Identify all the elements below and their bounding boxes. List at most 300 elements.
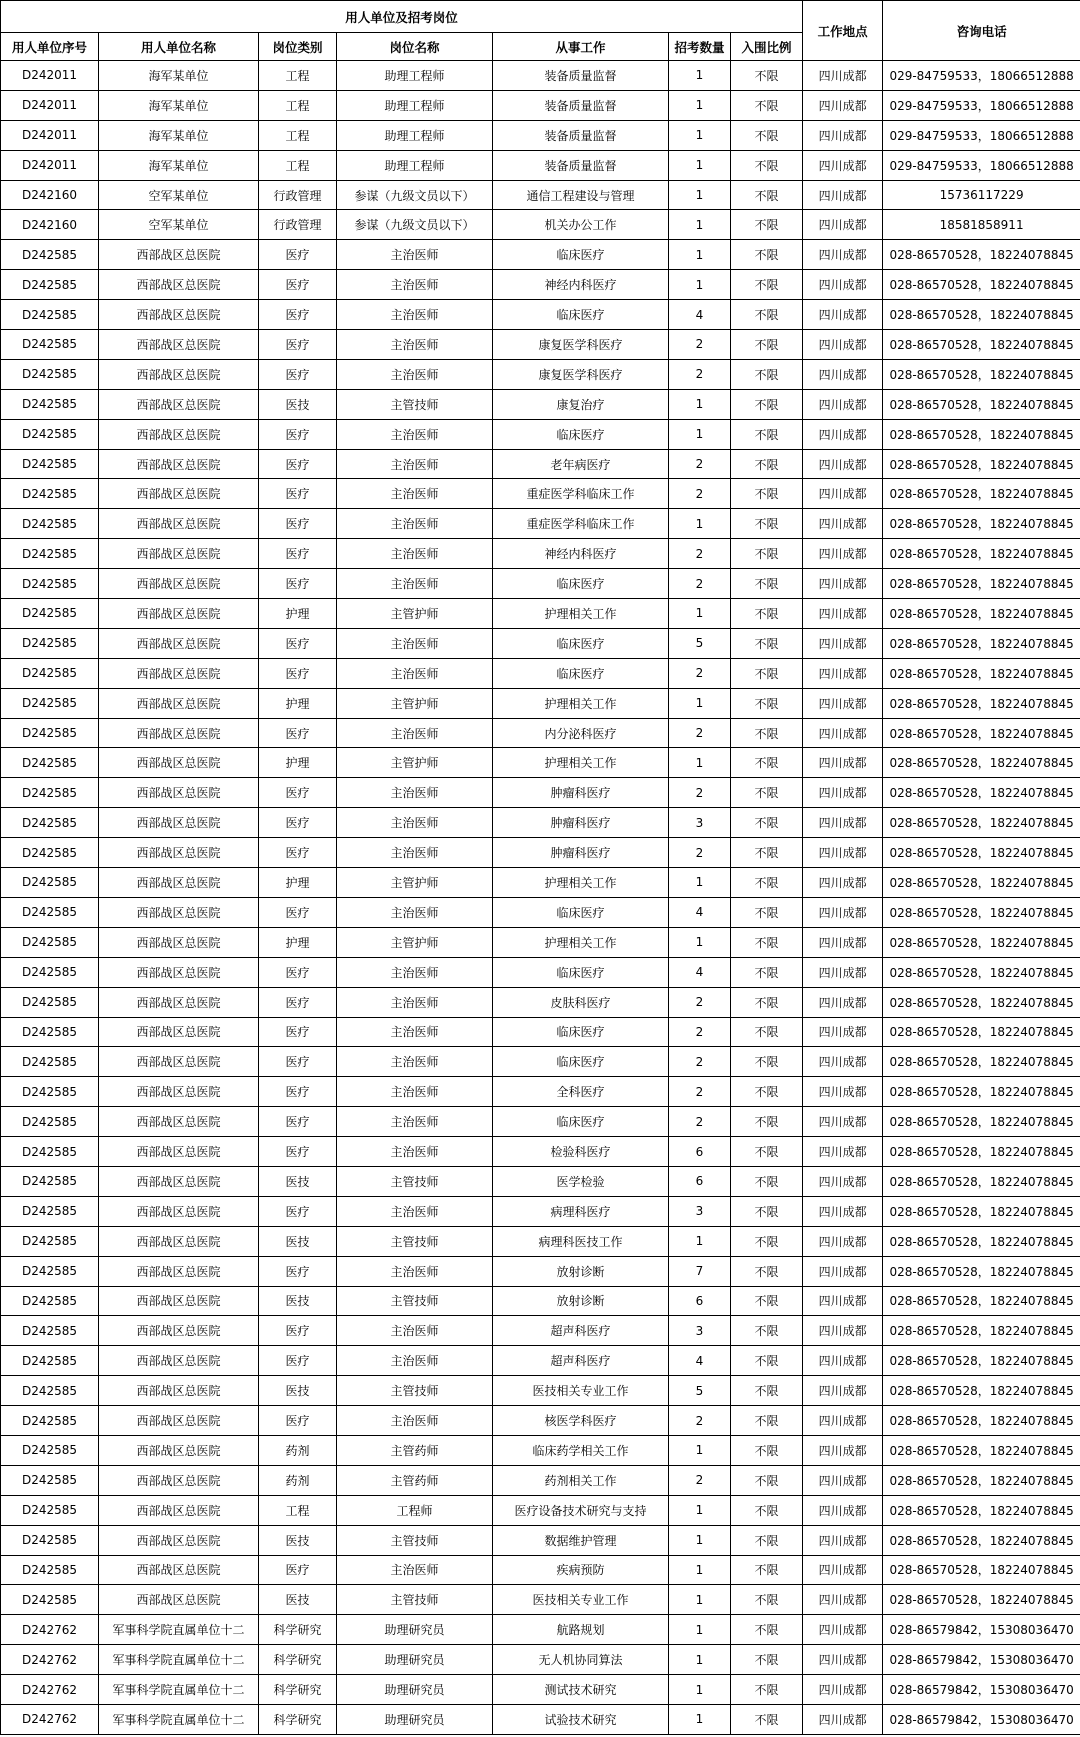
ratio-cell: 不限 bbox=[731, 509, 803, 539]
category-cell: 医疗 bbox=[259, 1017, 337, 1047]
phone-cell: 028-86570528，18224078845 bbox=[883, 808, 1080, 838]
count-cell: 4 bbox=[669, 897, 731, 927]
ratio-cell: 不限 bbox=[731, 539, 803, 569]
work-cell: 航路规划 bbox=[493, 1615, 669, 1645]
count-cell: 1 bbox=[669, 688, 731, 718]
table-row bbox=[1, 599, 1080, 629]
phone-cell: 028-86570528，18224078845 bbox=[883, 718, 1080, 748]
work-cell: 临床医疗 bbox=[493, 240, 669, 270]
work-cell: 病理科医技工作 bbox=[493, 1226, 669, 1256]
unit-name-cell: 西部战区总医院 bbox=[99, 957, 259, 987]
unit-name-cell: 西部战区总医院 bbox=[99, 987, 259, 1017]
work-cell: 病理科医疗 bbox=[493, 1196, 669, 1226]
unit-code-cell: D242585 bbox=[1, 868, 99, 898]
unit-name-cell: 西部战区总医院 bbox=[99, 330, 259, 360]
table-row bbox=[1, 628, 1080, 658]
work-cell: 护理相关工作 bbox=[493, 599, 669, 629]
ratio-cell: 不限 bbox=[731, 150, 803, 180]
ratio-cell: 不限 bbox=[731, 180, 803, 210]
phone-cell: 15736117229 bbox=[883, 180, 1080, 210]
work-cell: 医技相关专业工作 bbox=[493, 1376, 669, 1406]
work-cell: 装备质量监督 bbox=[493, 61, 669, 91]
category-cell: 医疗 bbox=[259, 838, 337, 868]
table-row bbox=[1, 1166, 1080, 1196]
count-cell: 1 bbox=[669, 1585, 731, 1615]
work-cell: 内分泌科医疗 bbox=[493, 718, 669, 748]
position-cell: 助理研究员 bbox=[337, 1704, 493, 1734]
phone-cell: 028-86570528，18224078845 bbox=[883, 778, 1080, 808]
ratio-cell: 不限 bbox=[731, 718, 803, 748]
phone-cell: 028-86570528，18224078845 bbox=[883, 658, 1080, 688]
phone-cell: 028-86579842，15308036470 bbox=[883, 1704, 1080, 1734]
ratio-cell: 不限 bbox=[731, 1316, 803, 1346]
unit-code-cell: D242585 bbox=[1, 838, 99, 868]
count-cell: 1 bbox=[669, 90, 731, 120]
unit-name-cell: 西部战区总医院 bbox=[99, 868, 259, 898]
count-cell: 6 bbox=[669, 1137, 731, 1167]
phone-cell: 029-84759533，18066512888 bbox=[883, 90, 1080, 120]
unit-name-cell: 西部战区总医院 bbox=[99, 419, 259, 449]
unit-name-cell: 空军某单位 bbox=[99, 180, 259, 210]
ratio-cell: 不限 bbox=[731, 389, 803, 419]
table-row bbox=[1, 509, 1080, 539]
ratio-cell: 不限 bbox=[731, 210, 803, 240]
count-cell: 1 bbox=[669, 1645, 731, 1675]
work-cell: 临床医疗 bbox=[493, 1107, 669, 1137]
unit-code-cell: D242160 bbox=[1, 180, 99, 210]
position-cell: 主治医师 bbox=[337, 838, 493, 868]
position-cell: 主治医师 bbox=[337, 658, 493, 688]
unit-code-cell: D242011 bbox=[1, 61, 99, 91]
count-cell: 1 bbox=[669, 1226, 731, 1256]
work-cell: 放射诊断 bbox=[493, 1286, 669, 1316]
unit-code-cell: D242585 bbox=[1, 1286, 99, 1316]
count-cell: 1 bbox=[669, 120, 731, 150]
unit-code-cell: D242011 bbox=[1, 120, 99, 150]
work-cell: 全科医疗 bbox=[493, 1077, 669, 1107]
ratio-cell: 不限 bbox=[731, 838, 803, 868]
count-cell: 2 bbox=[669, 569, 731, 599]
unit-code-cell: D242585 bbox=[1, 509, 99, 539]
table-row bbox=[1, 330, 1080, 360]
position-cell: 主治医师 bbox=[337, 1316, 493, 1346]
table-row bbox=[1, 778, 1080, 808]
table-row bbox=[1, 658, 1080, 688]
category-cell: 医疗 bbox=[259, 1406, 337, 1436]
work-cell: 临床医疗 bbox=[493, 897, 669, 927]
category-cell: 医疗 bbox=[259, 628, 337, 658]
location-cell: 四川成都 bbox=[803, 1435, 883, 1465]
table-row bbox=[1, 479, 1080, 509]
position-cell: 主治医师 bbox=[337, 1256, 493, 1286]
ratio-cell: 不限 bbox=[731, 1376, 803, 1406]
count-cell: 3 bbox=[669, 1196, 731, 1226]
phone-cell: 028-86570528，18224078845 bbox=[883, 1406, 1080, 1436]
category-cell: 医疗 bbox=[259, 270, 337, 300]
count-cell: 2 bbox=[669, 449, 731, 479]
work-cell: 临床医疗 bbox=[493, 419, 669, 449]
ratio-cell: 不限 bbox=[731, 1286, 803, 1316]
phone-cell: 028-86570528，18224078845 bbox=[883, 897, 1080, 927]
col-header-unit-code: 用人单位序号 bbox=[1, 33, 99, 61]
phone-cell: 029-84759533，18066512888 bbox=[883, 120, 1080, 150]
unit-name-cell: 西部战区总医院 bbox=[99, 748, 259, 778]
category-cell: 工程 bbox=[259, 120, 337, 150]
position-cell: 主管技师 bbox=[337, 389, 493, 419]
unit-name-cell: 西部战区总医院 bbox=[99, 389, 259, 419]
location-cell: 四川成都 bbox=[803, 240, 883, 270]
location-cell: 四川成都 bbox=[803, 987, 883, 1017]
unit-name-cell: 西部战区总医院 bbox=[99, 270, 259, 300]
ratio-cell: 不限 bbox=[731, 1465, 803, 1495]
ratio-cell: 不限 bbox=[731, 1525, 803, 1555]
location-cell: 四川成都 bbox=[803, 1495, 883, 1525]
ratio-cell: 不限 bbox=[731, 1645, 803, 1675]
count-cell: 6 bbox=[669, 1166, 731, 1196]
unit-name-cell: 西部战区总医院 bbox=[99, 359, 259, 389]
work-cell: 超声科医疗 bbox=[493, 1316, 669, 1346]
location-cell: 四川成都 bbox=[803, 718, 883, 748]
category-cell: 科学研究 bbox=[259, 1615, 337, 1645]
ratio-cell: 不限 bbox=[731, 1226, 803, 1256]
position-cell: 主治医师 bbox=[337, 808, 493, 838]
work-cell: 肿瘤科医疗 bbox=[493, 778, 669, 808]
location-cell: 四川成都 bbox=[803, 210, 883, 240]
location-cell: 四川成都 bbox=[803, 1585, 883, 1615]
count-cell: 1 bbox=[669, 509, 731, 539]
ratio-cell: 不限 bbox=[731, 1137, 803, 1167]
location-cell: 四川成都 bbox=[803, 1017, 883, 1047]
work-cell: 老年病医疗 bbox=[493, 449, 669, 479]
phone-cell: 028-86570528，18224078845 bbox=[883, 270, 1080, 300]
ratio-cell: 不限 bbox=[731, 330, 803, 360]
unit-name-cell: 西部战区总医院 bbox=[99, 1495, 259, 1525]
ratio-cell: 不限 bbox=[731, 897, 803, 927]
position-cell: 参谋（九级文员以下） bbox=[337, 210, 493, 240]
work-cell: 临床医疗 bbox=[493, 569, 669, 599]
count-cell: 1 bbox=[669, 599, 731, 629]
category-cell: 工程 bbox=[259, 61, 337, 91]
category-cell: 行政管理 bbox=[259, 210, 337, 240]
ratio-cell: 不限 bbox=[731, 1196, 803, 1226]
ratio-cell: 不限 bbox=[731, 270, 803, 300]
position-cell: 主治医师 bbox=[337, 778, 493, 808]
category-cell: 医疗 bbox=[259, 509, 337, 539]
unit-name-cell: 军事科学院直属单位十二 bbox=[99, 1675, 259, 1705]
category-cell: 医技 bbox=[259, 1376, 337, 1406]
phone-cell: 028-86570528，18224078845 bbox=[883, 1525, 1080, 1555]
position-cell: 主管药师 bbox=[337, 1465, 493, 1495]
col-header-count: 招考数量 bbox=[669, 33, 731, 61]
position-cell: 助理研究员 bbox=[337, 1675, 493, 1705]
category-cell: 医疗 bbox=[259, 419, 337, 449]
location-cell: 四川成都 bbox=[803, 120, 883, 150]
unit-code-cell: D242585 bbox=[1, 1495, 99, 1525]
count-cell: 3 bbox=[669, 808, 731, 838]
unit-code-cell: D242585 bbox=[1, 389, 99, 419]
unit-code-cell: D242585 bbox=[1, 718, 99, 748]
category-cell: 医疗 bbox=[259, 539, 337, 569]
category-cell: 药剂 bbox=[259, 1435, 337, 1465]
position-cell: 主治医师 bbox=[337, 897, 493, 927]
ratio-cell: 不限 bbox=[731, 1704, 803, 1734]
phone-cell: 028-86570528，18224078845 bbox=[883, 868, 1080, 898]
position-cell: 主管技师 bbox=[337, 1166, 493, 1196]
table-row bbox=[1, 210, 1080, 240]
location-cell: 四川成都 bbox=[803, 539, 883, 569]
unit-code-cell: D242011 bbox=[1, 150, 99, 180]
table-row bbox=[1, 1435, 1080, 1465]
category-cell: 工程 bbox=[259, 150, 337, 180]
phone-cell: 028-86579842，15308036470 bbox=[883, 1675, 1080, 1705]
ratio-cell: 不限 bbox=[731, 688, 803, 718]
unit-code-cell: D242585 bbox=[1, 778, 99, 808]
count-cell: 6 bbox=[669, 1286, 731, 1316]
unit-name-cell: 西部战区总医院 bbox=[99, 1286, 259, 1316]
phone-cell: 028-86570528，18224078845 bbox=[883, 479, 1080, 509]
ratio-cell: 不限 bbox=[731, 658, 803, 688]
work-cell: 护理相关工作 bbox=[493, 927, 669, 957]
ratio-cell: 不限 bbox=[731, 1166, 803, 1196]
count-cell: 1 bbox=[669, 240, 731, 270]
category-cell: 医疗 bbox=[259, 330, 337, 360]
ratio-cell: 不限 bbox=[731, 300, 803, 330]
location-cell: 四川成都 bbox=[803, 658, 883, 688]
unit-code-cell: D242762 bbox=[1, 1675, 99, 1705]
count-cell: 7 bbox=[669, 1256, 731, 1286]
count-cell: 1 bbox=[669, 1704, 731, 1734]
ratio-cell: 不限 bbox=[731, 1495, 803, 1525]
work-cell: 医学检验 bbox=[493, 1166, 669, 1196]
ratio-cell: 不限 bbox=[731, 748, 803, 778]
position-cell: 主治医师 bbox=[337, 270, 493, 300]
table-row bbox=[1, 1017, 1080, 1047]
unit-name-cell: 西部战区总医院 bbox=[99, 1585, 259, 1615]
unit-code-cell: D242585 bbox=[1, 479, 99, 509]
category-cell: 护理 bbox=[259, 927, 337, 957]
unit-name-cell: 西部战区总医院 bbox=[99, 1166, 259, 1196]
location-cell: 四川成都 bbox=[803, 1077, 883, 1107]
table-row bbox=[1, 300, 1080, 330]
ratio-cell: 不限 bbox=[731, 1017, 803, 1047]
unit-name-cell: 军事科学院直属单位十二 bbox=[99, 1704, 259, 1734]
position-cell: 主治医师 bbox=[337, 1107, 493, 1137]
work-cell: 神经内科医疗 bbox=[493, 539, 669, 569]
phone-cell: 029-84759533，18066512888 bbox=[883, 150, 1080, 180]
unit-code-cell: D242585 bbox=[1, 987, 99, 1017]
work-cell: 药剂相关工作 bbox=[493, 1465, 669, 1495]
unit-code-cell: D242585 bbox=[1, 1256, 99, 1286]
table-row bbox=[1, 1196, 1080, 1226]
unit-name-cell: 西部战区总医院 bbox=[99, 1435, 259, 1465]
unit-code-cell: D242585 bbox=[1, 1107, 99, 1137]
location-cell: 四川成都 bbox=[803, 90, 883, 120]
work-cell: 临床医疗 bbox=[493, 1047, 669, 1077]
count-cell: 2 bbox=[669, 1406, 731, 1436]
table-row bbox=[1, 987, 1080, 1017]
ratio-cell: 不限 bbox=[731, 1675, 803, 1705]
ratio-cell: 不限 bbox=[731, 479, 803, 509]
ratio-cell: 不限 bbox=[731, 1107, 803, 1137]
ratio-cell: 不限 bbox=[731, 90, 803, 120]
location-cell: 四川成都 bbox=[803, 808, 883, 838]
table-row bbox=[1, 1406, 1080, 1436]
position-cell: 主治医师 bbox=[337, 449, 493, 479]
col-header-work: 从事工作 bbox=[493, 33, 669, 61]
location-cell: 四川成都 bbox=[803, 1555, 883, 1585]
location-cell: 四川成都 bbox=[803, 897, 883, 927]
count-cell: 2 bbox=[669, 1017, 731, 1047]
position-cell: 主治医师 bbox=[337, 1017, 493, 1047]
category-cell: 医疗 bbox=[259, 1077, 337, 1107]
category-cell: 医疗 bbox=[259, 569, 337, 599]
table-row bbox=[1, 1256, 1080, 1286]
unit-code-cell: D242585 bbox=[1, 1435, 99, 1465]
unit-code-cell: D242585 bbox=[1, 569, 99, 599]
count-cell: 2 bbox=[669, 1107, 731, 1137]
phone-cell: 028-86570528，18224078845 bbox=[883, 240, 1080, 270]
category-cell: 护理 bbox=[259, 868, 337, 898]
ratio-cell: 不限 bbox=[731, 1555, 803, 1585]
count-cell: 5 bbox=[669, 1376, 731, 1406]
category-cell: 工程 bbox=[259, 90, 337, 120]
position-cell: 主管护师 bbox=[337, 688, 493, 718]
table-row bbox=[1, 808, 1080, 838]
category-cell: 医疗 bbox=[259, 1137, 337, 1167]
unit-name-cell: 西部战区总医院 bbox=[99, 240, 259, 270]
unit-name-cell: 西部战区总医院 bbox=[99, 808, 259, 838]
phone-cell: 028-86570528，18224078845 bbox=[883, 1196, 1080, 1226]
table-row bbox=[1, 389, 1080, 419]
category-cell: 医技 bbox=[259, 1286, 337, 1316]
count-cell: 1 bbox=[669, 1615, 731, 1645]
position-cell: 主管护师 bbox=[337, 748, 493, 778]
location-cell: 四川成都 bbox=[803, 838, 883, 868]
work-cell: 护理相关工作 bbox=[493, 748, 669, 778]
position-cell: 主治医师 bbox=[337, 419, 493, 449]
location-cell: 四川成都 bbox=[803, 479, 883, 509]
location-cell: 四川成都 bbox=[803, 1615, 883, 1645]
position-cell: 主治医师 bbox=[337, 1047, 493, 1077]
location-cell: 四川成都 bbox=[803, 1047, 883, 1077]
category-cell: 科学研究 bbox=[259, 1645, 337, 1675]
count-cell: 1 bbox=[669, 419, 731, 449]
location-cell: 四川成都 bbox=[803, 1196, 883, 1226]
location-cell: 四川成都 bbox=[803, 1226, 883, 1256]
table-row bbox=[1, 1226, 1080, 1256]
phone-cell: 028-86570528，18224078845 bbox=[883, 1465, 1080, 1495]
category-cell: 医疗 bbox=[259, 897, 337, 927]
phone-cell: 028-86570528，18224078845 bbox=[883, 1585, 1080, 1615]
location-cell: 四川成都 bbox=[803, 778, 883, 808]
location-cell: 四川成都 bbox=[803, 330, 883, 360]
unit-name-cell: 西部战区总医院 bbox=[99, 1137, 259, 1167]
work-cell: 超声科医疗 bbox=[493, 1346, 669, 1376]
unit-code-cell: D242585 bbox=[1, 957, 99, 987]
category-cell: 医疗 bbox=[259, 987, 337, 1017]
category-cell: 医疗 bbox=[259, 1346, 337, 1376]
unit-name-cell: 西部战区总医院 bbox=[99, 1256, 259, 1286]
location-cell: 四川成都 bbox=[803, 180, 883, 210]
phone-cell: 028-86570528，18224078845 bbox=[883, 748, 1080, 778]
position-cell: 主管护师 bbox=[337, 599, 493, 629]
location-cell: 四川成都 bbox=[803, 599, 883, 629]
position-cell: 助理研究员 bbox=[337, 1615, 493, 1645]
phone-cell: 028-86570528，18224078845 bbox=[883, 359, 1080, 389]
position-cell: 主治医师 bbox=[337, 300, 493, 330]
count-cell: 1 bbox=[669, 1525, 731, 1555]
table-row bbox=[1, 449, 1080, 479]
ratio-cell: 不限 bbox=[731, 1256, 803, 1286]
phone-header: 咨询电话 bbox=[883, 1, 1080, 61]
table-row bbox=[1, 419, 1080, 449]
work-cell: 神经内科医疗 bbox=[493, 270, 669, 300]
location-cell: 四川成都 bbox=[803, 359, 883, 389]
ratio-cell: 不限 bbox=[731, 1585, 803, 1615]
phone-cell: 028-86570528，18224078845 bbox=[883, 300, 1080, 330]
table-row bbox=[1, 1525, 1080, 1555]
unit-code-cell: D242585 bbox=[1, 1226, 99, 1256]
unit-name-cell: 海军某单位 bbox=[99, 90, 259, 120]
location-cell: 四川成都 bbox=[803, 1406, 883, 1436]
unit-name-cell: 西部战区总医院 bbox=[99, 569, 259, 599]
table-row bbox=[1, 1675, 1080, 1705]
category-cell: 工程 bbox=[259, 1495, 337, 1525]
unit-name-cell: 西部战区总医院 bbox=[99, 599, 259, 629]
work-cell: 康复医学科医疗 bbox=[493, 330, 669, 360]
unit-code-cell: D242585 bbox=[1, 628, 99, 658]
work-cell: 装备质量监督 bbox=[493, 150, 669, 180]
unit-code-cell: D242585 bbox=[1, 270, 99, 300]
location-cell: 四川成都 bbox=[803, 868, 883, 898]
unit-code-cell: D242160 bbox=[1, 210, 99, 240]
ratio-cell: 不限 bbox=[731, 1406, 803, 1436]
work-cell: 临床医疗 bbox=[493, 658, 669, 688]
work-cell: 机关办公工作 bbox=[493, 210, 669, 240]
unit-code-cell: D242585 bbox=[1, 808, 99, 838]
location-cell: 四川成都 bbox=[803, 1376, 883, 1406]
table-row bbox=[1, 1137, 1080, 1167]
table-row bbox=[1, 1704, 1080, 1734]
work-cell: 检验科医疗 bbox=[493, 1137, 669, 1167]
ratio-cell: 不限 bbox=[731, 61, 803, 91]
ratio-cell: 不限 bbox=[731, 120, 803, 150]
count-cell: 1 bbox=[669, 1675, 731, 1705]
count-cell: 1 bbox=[669, 150, 731, 180]
location-cell: 四川成都 bbox=[803, 1107, 883, 1137]
unit-code-cell: D242585 bbox=[1, 1406, 99, 1436]
location-cell: 四川成都 bbox=[803, 419, 883, 449]
phone-cell: 028-86570528，18224078845 bbox=[883, 599, 1080, 629]
unit-name-cell: 西部战区总医院 bbox=[99, 1107, 259, 1137]
location-cell: 四川成都 bbox=[803, 748, 883, 778]
category-cell: 医疗 bbox=[259, 359, 337, 389]
count-cell: 2 bbox=[669, 718, 731, 748]
phone-cell: 028-86570528，18224078845 bbox=[883, 1107, 1080, 1137]
position-cell: 主治医师 bbox=[337, 957, 493, 987]
phone-cell: 028-86570528，18224078845 bbox=[883, 1316, 1080, 1346]
location-cell: 四川成都 bbox=[803, 300, 883, 330]
unit-code-cell: D242585 bbox=[1, 359, 99, 389]
category-cell: 医疗 bbox=[259, 1196, 337, 1226]
phone-cell: 028-86570528，18224078845 bbox=[883, 1256, 1080, 1286]
phone-cell: 028-86570528，18224078845 bbox=[883, 1166, 1080, 1196]
location-cell: 四川成都 bbox=[803, 1286, 883, 1316]
location-cell: 四川成都 bbox=[803, 927, 883, 957]
table-row bbox=[1, 1615, 1080, 1645]
count-cell: 2 bbox=[669, 838, 731, 868]
category-cell: 科学研究 bbox=[259, 1704, 337, 1734]
